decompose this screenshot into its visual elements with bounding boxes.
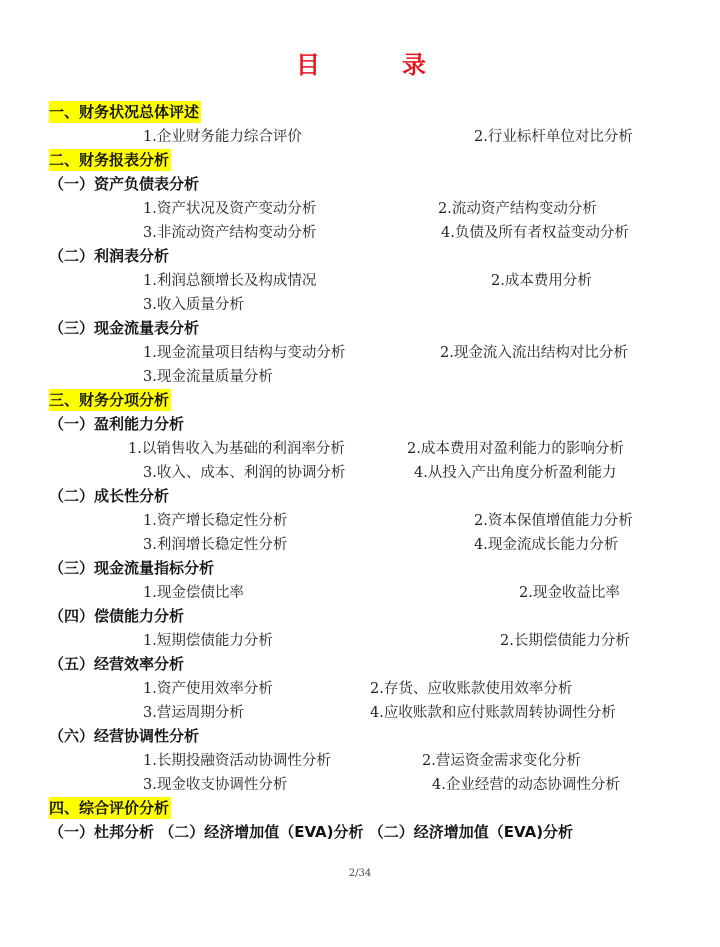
toc-item-row [0,292,720,316]
toc-section-heading[interactable]: 二、财务报表分析 [49,151,170,169]
toc-item[interactable]: 4.负债及所有者权益变动分析 [441,225,629,241]
toc-item[interactable]: 3.非流动资产结构变动分析 [143,225,317,241]
toc-item-row [0,124,720,148]
toc-item[interactable]: 3.利润增长稳定性分析 [143,537,288,553]
toc-item[interactable]: 4.应收账款和应付账款周转协调性分析 [370,705,616,721]
toc-subsection-heading[interactable]: （一）资产负债表分析 [49,175,200,193]
toc-item[interactable]: 4.现金流成长能力分析 [474,537,619,553]
toc-subsection-heading[interactable]: （二）利润表分析 [49,247,170,265]
toc-item[interactable]: 1.现金流量项目结构与变动分析 [143,345,346,361]
toc-item-row [0,340,720,364]
toc-item-row [0,532,720,556]
toc-item[interactable]: 2.现金流入流出结构对比分析 [440,345,628,361]
toc-subsection-heading[interactable]: （五）经营效率分析 [49,655,185,673]
toc-item-row [0,772,720,796]
toc-item[interactable]: 1.企业财务能力综合评价 [143,129,302,145]
toc-item[interactable]: 1.资产增长稳定性分析 [143,513,288,529]
toc-item[interactable]: 2.资本保值增值能力分析 [474,513,633,529]
toc-item[interactable]: 2.营运资金需求变化分析 [422,753,581,769]
toc-item[interactable]: 4.企业经营的动态协调性分析 [432,777,620,793]
toc-item-row [0,748,720,772]
toc-item-row [0,580,720,604]
toc-subsection-line [0,604,720,628]
toc-subsection-line [0,724,720,748]
toc-subsection-heading[interactable]: （四）偿债能力分析 [49,607,185,625]
toc-item-row [0,628,720,652]
toc-subsection-heading[interactable]: （三）现金流量指标分析 [49,559,215,577]
toc-subsection-heading[interactable]: （一）盈利能力分析 [49,415,185,433]
toc-item[interactable]: 1.短期偿债能力分析 [143,633,273,649]
toc-item[interactable]: 2.成本费用分析 [491,273,592,289]
toc-item[interactable]: 2.现金收益比率 [519,585,620,601]
toc-section-line [0,148,720,172]
toc-subsection-line [0,820,720,844]
toc-subsection-line [0,244,720,268]
toc-item[interactable]: 2.长期偿债能力分析 [500,633,630,649]
toc-subsection-line [0,316,720,340]
toc-item[interactable]: 1.利润总额增长及构成情况 [143,273,317,289]
toc-subsection-heading[interactable]: （三）现金流量表分析 [49,319,200,337]
toc-item-row [0,508,720,532]
toc-item-row [0,364,720,388]
toc-item[interactable]: 3.收入、成本、利润的协调分析 [143,465,346,481]
toc-section-line [0,388,720,412]
toc-item[interactable]: 1.现金偿债比率 [143,585,244,601]
toc-section-line [0,796,720,820]
toc-item[interactable]: 2.行业标杆单位对比分析 [474,129,633,145]
toc-subsection-line [0,556,720,580]
toc-subsection-heading[interactable]: （六）经营协调性分析 [49,727,200,745]
toc-item-row [0,676,720,700]
toc-title-char-2: 录 [402,51,426,79]
toc-section-line [0,100,720,124]
toc-item[interactable]: 2.存货、应收账款使用效率分析 [370,681,573,697]
toc-item-row [0,436,720,460]
toc-item[interactable]: 1.长期投融资活动协调性分析 [143,753,331,769]
toc-section-heading[interactable]: 一、财务状况总体评述 [49,103,200,121]
toc-item-row [0,220,720,244]
toc-item[interactable]: 3.现金流量质量分析 [143,369,273,385]
toc-item[interactable]: 1.以销售收入为基础的利润率分析 [128,441,345,457]
toc-item-row [0,460,720,484]
toc-item-row [0,268,720,292]
toc-title [0,48,720,82]
toc-item-row [0,196,720,220]
toc-item[interactable]: 2.流动资产结构变动分析 [438,201,597,217]
toc-subsection-line [0,652,720,676]
toc-item[interactable]: 1.资产状况及资产变动分析 [143,201,317,217]
toc-item[interactable]: 1.资产使用效率分析 [143,681,273,697]
toc-item[interactable]: 3.现金收支协调性分析 [143,777,288,793]
toc-subsection-line [0,172,720,196]
toc-subsection-heading[interactable]: （一）杜邦分析 （二）经济增加值（EVA)分析 （二）经济增加值（EVA)分析 [49,823,574,841]
toc-item-row [0,700,720,724]
toc-item[interactable]: 3.收入质量分析 [143,297,244,313]
toc-title-char-1: 目 [296,51,320,79]
toc-subsection-line [0,484,720,508]
toc-item[interactable]: 2.成本费用对盈利能力的影响分析 [407,441,624,457]
toc-subsection-heading[interactable]: （二）成长性分析 [49,487,170,505]
toc-item[interactable]: 4.从投入产出角度分析盈利能力 [414,465,617,481]
toc-section-heading[interactable]: 三、财务分项分析 [49,391,170,409]
page-number: 2/34 [348,868,372,879]
toc-section-heading[interactable]: 四、综合评价分析 [49,799,170,817]
toc-item[interactable]: 3.营运周期分析 [143,705,244,721]
toc-subsection-line [0,412,720,436]
